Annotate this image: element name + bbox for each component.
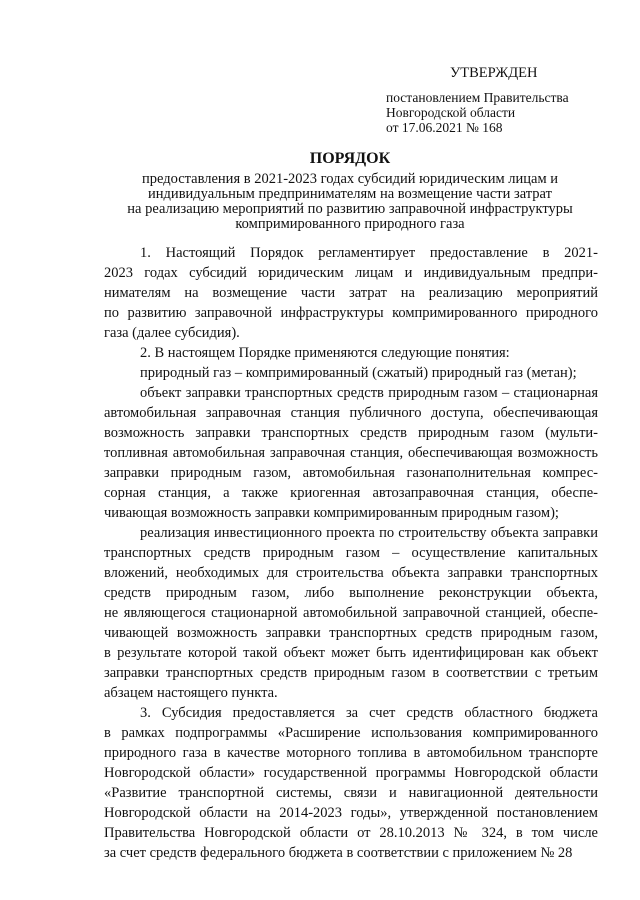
paragraph-line: топливная автомобильная заправочная станция, обеспечивающая возможность <box>104 445 598 461</box>
approval-line: от 17.06.2021 № 168 <box>386 120 503 135</box>
paragraph-line: возможность заправки транспортных средств природным газом (мульти- <box>104 425 598 441</box>
document-body <box>104 243 598 863</box>
paragraph-line: автомобильная заправочная станция публичного доступа, обеспечивающая <box>104 405 598 421</box>
paragraph-line: чивающей возможность заправки транспортных средств природным газом, <box>104 625 598 641</box>
paragraph-line: заправки природным газом, автомобильная газонаполнительная компрес- <box>104 465 598 481</box>
approval-line: Новгородской области <box>386 105 516 120</box>
paragraph-line: природного газа в качестве моторного топлива в автомобильном транспорте <box>104 745 598 761</box>
paragraph-line: 2023 годах субсидий юридическим лицам и индивидуальным предпри- <box>104 265 598 281</box>
paragraph-line: объект заправки транспортных средств природным газом – стационарная <box>140 385 598 401</box>
paragraph-line: за счет средств федерального бюджета в соответствии с приложением № 28 <box>104 845 573 861</box>
paragraph-line: чивающая возможность заправки компримированным природным газом); <box>104 505 559 521</box>
approval-block <box>386 66 626 135</box>
document-subtitle <box>80 172 620 232</box>
subtitle-line: индивидуальным предпринимателям на возмещение части затрат <box>148 186 552 202</box>
paragraph-line: 3. Субсидия предоставляется за счет средств областного бюджета <box>140 705 598 721</box>
paragraph-line: реализация инвестиционного проекта по строительству объекта заправки <box>140 525 598 541</box>
paragraph-line: заправки транспортных средств природным газом в соответствии с третьим <box>104 665 598 681</box>
paragraph-line: «Развитие транспортной системы, связи и навигационной деятельности <box>104 785 598 801</box>
paragraph-line: в результате которой такой объект может быть идентифицирован как объект <box>104 645 598 661</box>
paragraph-line: газа (далее субсидия). <box>104 325 240 341</box>
paragraph-line: не являющегося стационарной автомобильной заправочной станцией, обеспе- <box>104 605 598 621</box>
paragraph-line: Новгородской области» государственной программы Новгородской области <box>104 765 598 781</box>
document-title: ПОРЯДОК <box>309 150 391 167</box>
paragraph-line: вложений, необходимых для строительства объекта заправки транспортных <box>104 565 598 581</box>
paragraph-line: абзацем настоящего пункта. <box>104 685 278 701</box>
approval-line: постановлением Правительства <box>386 90 569 105</box>
paragraph-line: сорная станция, а также криогенная автозаправочная станция, обеспе- <box>104 485 598 501</box>
paragraph-line: природный газ – компримированный (сжатый) природный газ (метан); <box>140 365 577 381</box>
paragraph-line: транспортных средств природным газом – осуществление капитальных <box>104 545 598 561</box>
approval-heading: УТВЕРЖДЕН <box>450 65 538 81</box>
paragraph-line: Новгородской области на 2014-2023 годы», утвержденной постановлением <box>104 805 598 821</box>
subtitle-line: на реализацию мероприятий по развитию заправочной инфраструктуры <box>127 201 573 217</box>
paragraph-line: нимателям на возмещение части затрат на реализацию мероприятий <box>104 285 598 301</box>
paragraph-line: Правительства Новгородской области от 28.10.2013 № 324, в том числе <box>104 825 598 841</box>
subtitle-line: предоставления в 2021-2023 годах субсидий юридическим лицам и <box>141 171 559 187</box>
paragraph-line: 2. В настоящем Порядке применяются следующие понятия: <box>140 345 510 361</box>
paragraph-line: 1. Настоящий Порядок регламентирует предоставление в 2021- <box>140 245 598 261</box>
subtitle-line: компримированного природного газа <box>235 216 465 232</box>
paragraph-line: средств природным газом, либо выполнение реконструкции объекта, <box>104 585 598 601</box>
paragraph-line: по развитию заправочной инфраструктуры компримированного природного <box>104 305 598 321</box>
paragraph-line: в рамках подпрограммы «Расширение использования компримированного <box>104 725 598 741</box>
